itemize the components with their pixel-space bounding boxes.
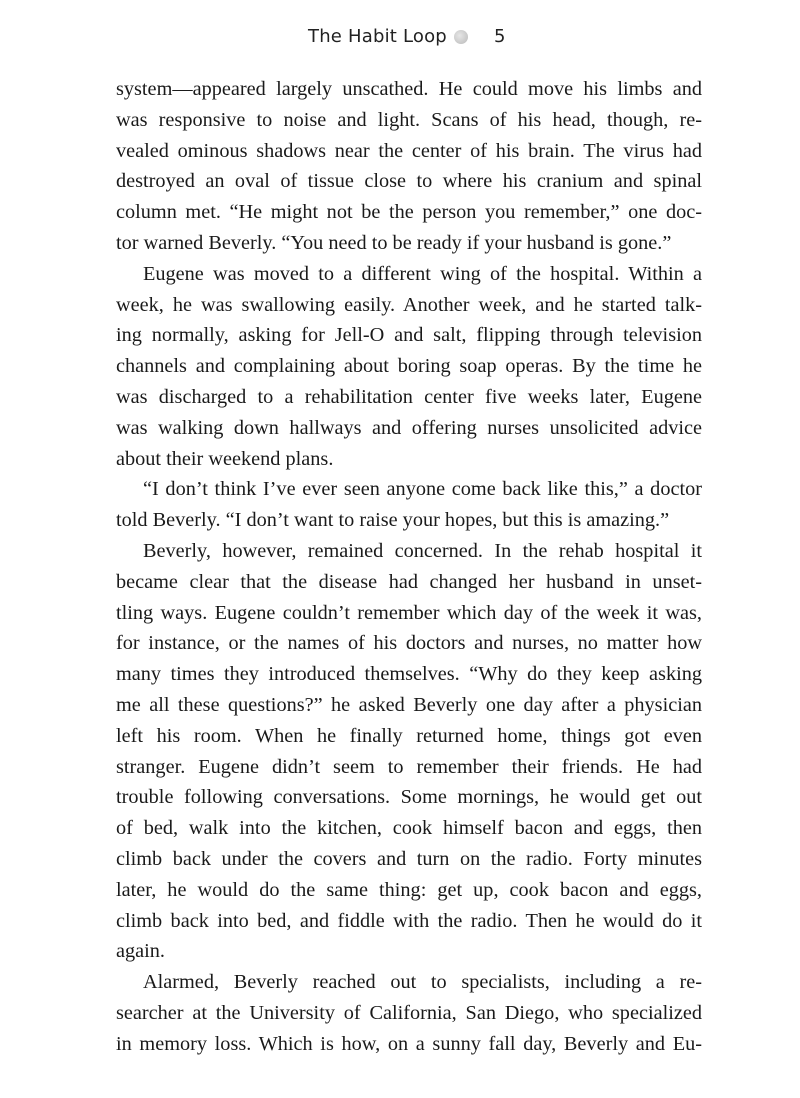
text-line: Beverly, however, remained concerned. In the rehab hospital it: [143, 539, 702, 562]
text-line: about their weekend plans.: [116, 447, 334, 470]
text-line: in memory loss. Which is how, on a sunny fall day, Beverly and Eu-: [116, 1032, 702, 1055]
text-line: Eugene was moved to a different wing of the hospital. Within a: [143, 262, 702, 285]
text-line: searcher at the University of California, San Diego, who specialized: [116, 1001, 702, 1024]
text-line: trouble following conversations. Some mornings, he would get out: [116, 786, 702, 809]
text-line: left his room. When he finally returned home, things got even: [116, 724, 702, 747]
text-line: Alarmed, Beverly reached out to specialists, including a re-: [143, 971, 702, 994]
text-line: climb back under the covers and turn on the radio. Forty minutes: [116, 847, 702, 870]
text-line: many times they introduced themselves. “Why do they keep asking: [116, 663, 702, 686]
text-line: system—appeared largely unscathed. He could move his limbs and: [116, 78, 702, 100]
text-line: climb back into bed, and fiddle with the radio. Then he would do it: [116, 909, 702, 932]
text-line: again.: [116, 940, 165, 963]
text-line: for instance, or the names of his doctors and nurses, no matter how: [116, 632, 702, 655]
text-line: week, he was swallowing easily. Another week, and he started talk-: [116, 293, 702, 316]
text-line: ing normally, asking for Jell-O and salt, flipping through television: [116, 324, 702, 347]
text-line: was responsive to noise and light. Scans of his head, though, re-: [116, 108, 702, 131]
text-line: later, he would do the same thing: get up, cook bacon and eggs,: [116, 878, 702, 901]
text-line: was walking down hallways and offering nurses unsolicited advice: [116, 416, 702, 439]
body-text: [116, 74, 702, 1060]
chapter-title: The Habit Loop: [308, 26, 447, 47]
text-line: stranger. Eugene didn’t seem to remember their friends. He had: [116, 755, 702, 778]
text-line: tor warned Beverly. “You need to be ready if your husband is gone.”: [116, 231, 672, 254]
text-line: me all these questions?” he asked Beverly one day after a physician: [116, 693, 702, 716]
bullet-dot-icon: [454, 30, 468, 44]
text-line: of bed, walk into the kitchen, cook himself bacon and eggs, then: [116, 817, 702, 840]
page-number: 5: [494, 26, 506, 47]
text-line: told Beverly. “I don’t want to raise your hopes, but this is amazing.”: [116, 509, 670, 532]
text-line: channels and complaining about boring soap operas. By the time he: [116, 355, 702, 378]
text-line: became clear that the disease had changed her husband in unset-: [116, 570, 702, 593]
text-line: column met. “He might not be the person you remember,” one doc-: [116, 201, 702, 224]
text-line: vealed ominous shadows near the center of his brain. The virus had: [116, 139, 702, 162]
text-line: was discharged to a rehabilitation center five weeks later, Eugene: [116, 385, 702, 408]
text-line: destroyed an oval of tissue close to where his cranium and spinal: [116, 170, 702, 193]
text-line: tling ways. Eugene couldn’t remember which day of the week it was,: [116, 601, 702, 624]
text-line: “I don’t think I’ve ever seen anyone come back like this,” a doctor: [143, 478, 702, 501]
